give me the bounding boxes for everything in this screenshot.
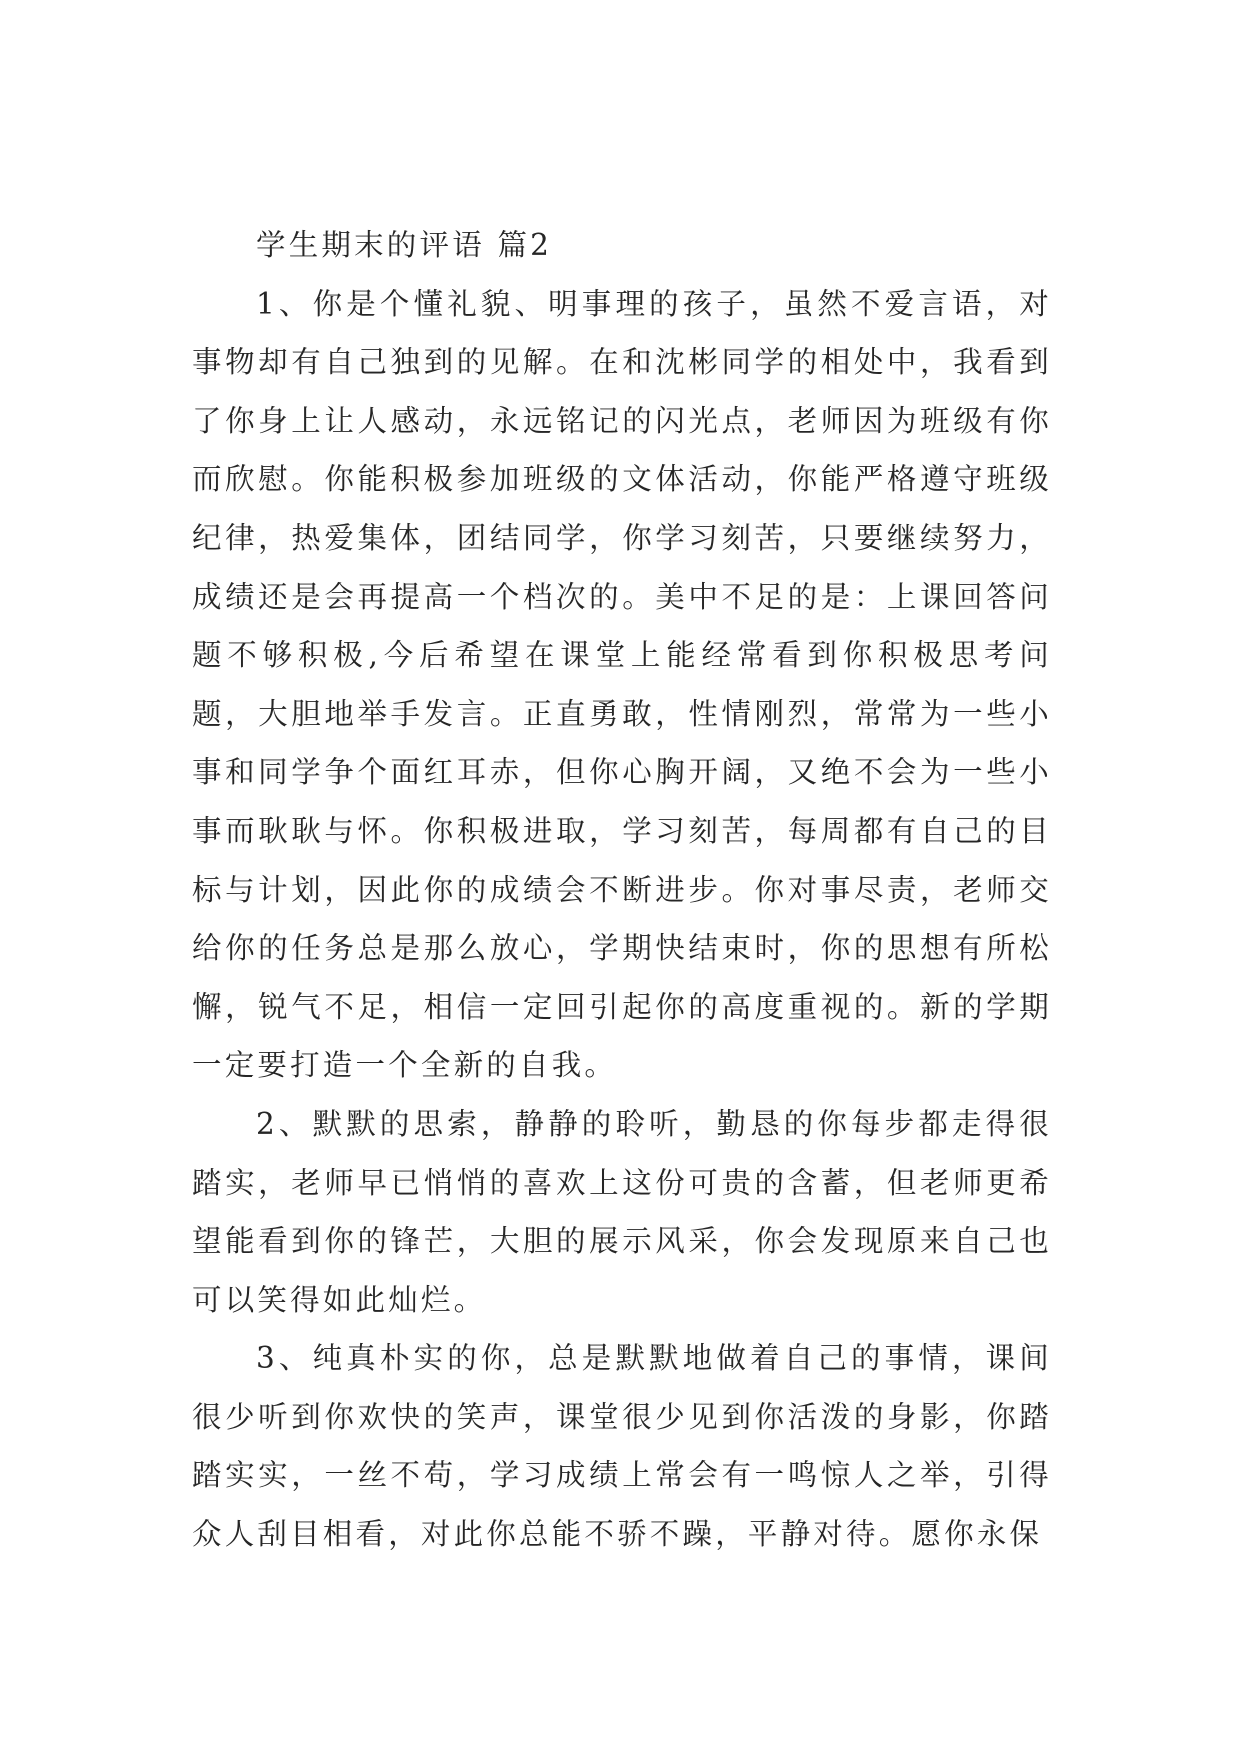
paragraph-3: 3、纯真朴实的你，总是默默地做着自己的事情，课间很少听到你欢快的笑声，课堂很少见到你活泼的身影，你踏踏实实，一丝不苟，学习成绩上常会有一鸣惊人之举，引得众人刮目相看，对此你总能不骄不躁，平静对待。愿你永保: [192, 1341, 1052, 1552]
paragraph-2: 2、默默的思索，静静的聆听，勤恳的你每步都走得很踏实，老师早已悄悄的喜欢上这份可贵的含蓄，但老师更希望能看到你的锋芒，大胆的展示风采，你会发现原来自己也可以笑得如此灿烂。: [192, 1106, 1052, 1317]
paragraph-1: 1、你是个懂礼貌、明事理的孩子，虽然不爱言语，对事物却有自己独到的见解。在和沈彬同学的相处中，我看到了你身上让人感动，永远铭记的闪光点，老师因为班级有你而欣慰。你能积极参加班级的文体活动，你能严格遵守班级纪律，热爱集体，团结同学，你学习刻苦，只要继续努力，成绩还是会再提高一个档次的。美中不足的是：上课回答问题不够积极,今后希望在课堂上能经常看到你积极思考问题，大胆地举手发言。正直勇敢，性情刚烈，常常为一些小事和同学争个面红耳赤，但你心胸开阔，又绝不会为一些小事而耿耿与怀。你积极进取，学习刻苦，每周都有自己的目标与计划，因此你的成绩会不断进步。你对事尽责，老师交给你的任务总是那么放心，学期快结束时，你的思想有所松懈，锐气不足，相信一定回引起你的高度重视的。新的学期一定要打造一个全新的自我。: [192, 286, 1052, 1083]
document-title: 学生期末的评语 篇2: [256, 228, 553, 262]
document-body: [192, 216, 1052, 1564]
